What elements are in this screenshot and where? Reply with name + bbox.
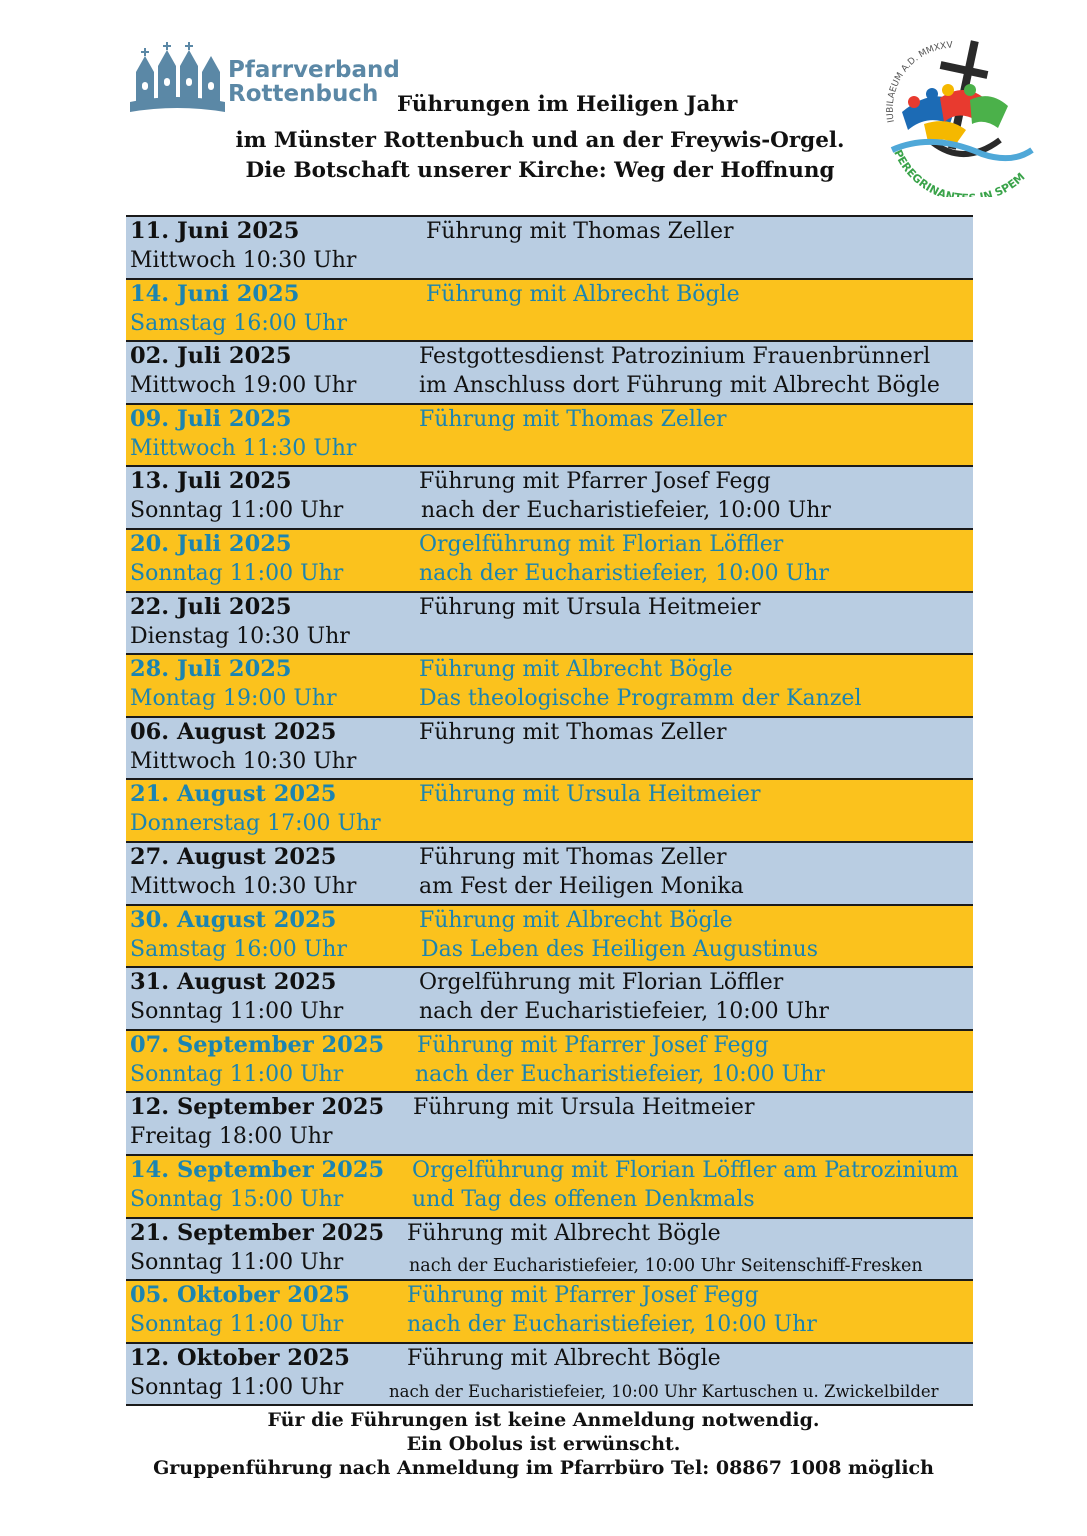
- event-description: Führung mit Thomas Zeller: [426, 219, 734, 244]
- event-row: [126, 1219, 973, 1282]
- logo-line-1: Pfarrverband: [228, 57, 400, 83]
- footer-note-1: Für die Führungen ist keine Anmeldung notwendig.: [267, 1409, 820, 1431]
- event-time: Dienstag 10:30 Uhr: [130, 623, 350, 649]
- event-time: Sonntag 11:00 Uhr: [130, 1249, 344, 1275]
- event-row: [126, 530, 973, 593]
- event-time: Sonntag 15:00 Uhr: [130, 1186, 344, 1212]
- event-description: Führung mit Albrecht Bögle: [419, 907, 733, 933]
- event-date: 12. September 2025: [130, 1094, 385, 1121]
- event-time: Sonntag 11:00 Uhr: [130, 560, 344, 586]
- event-row: [126, 217, 973, 280]
- event-description: Führung mit Ursula Heitmeier: [413, 1095, 755, 1121]
- event-description: Führung mit Albrecht Bögle: [419, 657, 733, 683]
- event-row: [126, 405, 973, 468]
- event-note: nach der Eucharistiefeier, 10:00 Uhr: [419, 999, 829, 1025]
- event-note: nach der Eucharistiefeier, 10:00 Uhr: [419, 560, 829, 586]
- event-date: 22. Juli 2025: [130, 593, 292, 620]
- event-note: und Tag des offenen Denkmals: [412, 1186, 755, 1212]
- event-row: [126, 342, 973, 405]
- logo-line-2: Rottenbuch: [228, 81, 379, 107]
- event-description: Führung mit Pfarrer Josef Fegg: [407, 1283, 759, 1309]
- events-table: [126, 215, 973, 1406]
- event-time: Sonntag 11:00 Uhr: [130, 1374, 344, 1400]
- event-time: Samstag 16:00 Uhr: [130, 310, 347, 336]
- event-description: Führung mit Ursula Heitmeier: [419, 782, 761, 808]
- event-time: Mittwoch 10:30 Uhr: [130, 248, 357, 273]
- event-description: Führung mit Ursula Heitmeier: [419, 594, 761, 620]
- event-time: Montag 19:00 Uhr: [130, 686, 337, 712]
- event-description: Führung mit Pfarrer Josef Fegg: [417, 1032, 769, 1058]
- event-date: 13. Juli 2025: [130, 468, 292, 495]
- event-date: 12. Oktober 2025: [130, 1344, 350, 1371]
- event-note: nach der Eucharistiefeier, 10:00 Uhr: [421, 498, 831, 524]
- event-time: Sonntag 11:00 Uhr: [130, 1312, 344, 1338]
- event-time: Sonntag 11:00 Uhr: [130, 999, 344, 1025]
- event-time: Mittwoch 10:30 Uhr: [130, 873, 357, 899]
- event-description: Führung mit Thomas Zeller: [419, 719, 727, 745]
- event-note: nach der Eucharistiefeier, 10:00 Uhr Kartuschen u. Zwickelbilder: [389, 1381, 939, 1401]
- event-row: [126, 280, 973, 343]
- event-row: [126, 655, 973, 718]
- event-date: 31. August 2025: [130, 969, 337, 996]
- event-description: Führung mit Thomas Zeller: [419, 844, 727, 870]
- event-note: im Anschluss dort Führung mit Albrecht Bögle: [419, 373, 940, 399]
- event-time: Sonntag 11:00 Uhr: [130, 1061, 344, 1087]
- event-date: 28. Juli 2025: [130, 656, 292, 683]
- event-row: [126, 968, 973, 1031]
- event-row: [126, 1093, 973, 1156]
- event-note: nach der Eucharistiefeier, 10:00 Uhr Seitenschiff-Fresken: [409, 1255, 923, 1276]
- event-time: Samstag 16:00 Uhr: [130, 936, 347, 962]
- event-date: 11. Juni 2025: [130, 218, 300, 244]
- event-row: [126, 1281, 973, 1344]
- event-description: Festgottesdienst Patrozinium Frauenbrünnerl: [419, 344, 931, 370]
- event-row: [126, 593, 973, 656]
- event-date: 06. August 2025: [130, 718, 337, 745]
- event-row: [126, 1031, 973, 1094]
- event-date: 05. Oktober 2025: [130, 1282, 350, 1309]
- event-date: 21. August 2025: [130, 781, 337, 808]
- event-description: Orgelführung mit Florian Löffler: [419, 970, 784, 996]
- event-description: Führung mit Thomas Zeller: [419, 406, 727, 432]
- event-row: [126, 843, 973, 906]
- event-time: Donnerstag 17:00 Uhr: [130, 811, 381, 837]
- event-date: 27. August 2025: [130, 843, 337, 870]
- event-note: Das theologische Programm der Kanzel: [419, 686, 862, 712]
- event-description: Führung mit Albrecht Bögle: [407, 1345, 721, 1371]
- event-time: Freitag 18:00 Uhr: [130, 1124, 333, 1150]
- event-date: 30. August 2025: [130, 906, 337, 933]
- event-row: [126, 906, 973, 969]
- event-note: nach der Eucharistiefeier, 10:00 Uhr: [407, 1312, 817, 1338]
- event-row: [126, 780, 973, 843]
- event-date: 07. September 2025: [130, 1031, 385, 1058]
- event-date: 02. Juli 2025: [130, 343, 292, 370]
- event-date: 21. September 2025: [130, 1219, 385, 1246]
- event-row: [126, 467, 973, 530]
- event-note: Das Leben des Heiligen Augustinus: [421, 936, 818, 962]
- event-description: Orgelführung mit Florian Löffler am Patrozinium: [412, 1157, 959, 1183]
- event-time: Sonntag 11:00 Uhr: [130, 498, 344, 524]
- event-description: Führung mit Pfarrer Josef Fegg: [419, 469, 771, 495]
- event-time: Mittwoch 10:30 Uhr: [130, 748, 357, 774]
- event-time: Mittwoch 19:00 Uhr: [130, 373, 357, 399]
- event-date: 20. Juli 2025: [130, 530, 292, 557]
- event-date: 14. Juni 2025: [130, 280, 300, 307]
- event-row: [126, 1156, 973, 1219]
- event-row: [126, 718, 973, 781]
- event-time: Mittwoch 11:30 Uhr: [130, 435, 357, 461]
- event-date: 09. Juli 2025: [130, 405, 292, 432]
- event-row: [126, 1344, 973, 1407]
- footer-note-3: Gruppenführung nach Anmeldung im Pfarrbüro Tel: 08867 1008 möglich: [153, 1457, 934, 1479]
- jubilee-arc-bottom: PEREGRINAN N SPEM: [891, 147, 1028, 197]
- heading-line-2: im Münster Rottenbuch und an der Freywis-Orgel.: [235, 128, 845, 153]
- event-date: 14. September 2025: [130, 1156, 385, 1183]
- event-note: am Fest der Heiligen Monika: [419, 873, 744, 899]
- heading-line-3: Die Botschaft unserer Kirche: Weg der Hoffnung: [245, 158, 835, 183]
- event-description: Führung mit Albrecht Bögle: [407, 1220, 721, 1246]
- event-description: Führung mit Albrecht Bögle: [426, 281, 740, 307]
- footer-note-2: Ein Obolus ist erwünscht.: [406, 1433, 681, 1455]
- heading-line-1: Führungen im Heiligen Jahr: [397, 92, 738, 117]
- jubilee-arc-top: IUBILAEUM A.D. MMXXV: [885, 40, 954, 124]
- event-note: nach der Eucharistiefeier, 10:00 Uhr: [415, 1061, 825, 1087]
- event-description: Orgelführung mit Florian Löffler: [419, 531, 784, 557]
